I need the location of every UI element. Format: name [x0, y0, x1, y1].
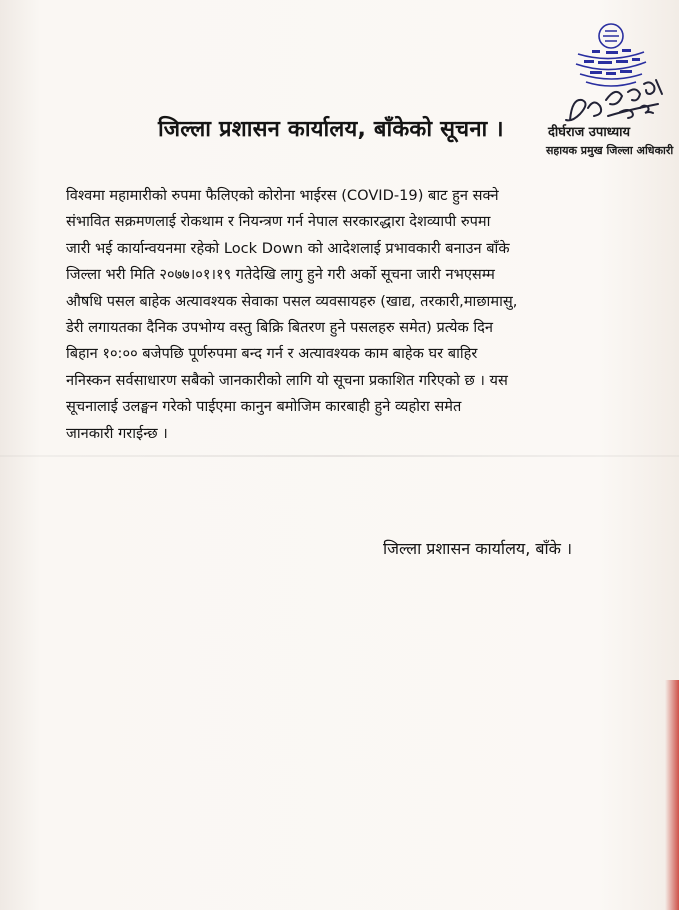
body-line: औषधि पसल बाहेक अत्यावश्यक सेवाका पसल व्यवसायहरु (खाद्य, तरकारी,माछामासु, — [66, 292, 518, 310]
body-line: जानकारी गराईन्छ । — [66, 424, 168, 442]
red-edge — [665, 680, 679, 910]
notice-title: जिल्ला प्रशासन कार्यालय, बाँकेको सूचना । — [158, 117, 504, 142]
paper-fold — [0, 455, 679, 457]
body-line: विश्वमा महामारीको रुपमा फैलिएको कोरोना भाईरस (COVID-19) बाट हुन सक्ने — [66, 187, 499, 204]
body-line: बिहान १०:०० बजेपछि पूर्णरुपमा बन्द गर्न र अत्यावश्यक काम बाहेक घर बाहिर — [66, 345, 478, 363]
body-line: सूचनालाई उलङ्घन गरेको पाईएमा कानुन बमोजिम कारबाही हुने व्यहोरा समेत — [66, 398, 462, 416]
body-line: जारी भई कार्यान्वयनमा रहेको Lock Down को आदेशलाई प्रभावकारी बनाउन बाँके — [66, 239, 510, 257]
signatory-designation: सहायक प्रमुख जिल्ला अधिकारी — [546, 144, 674, 157]
signatory-name: दीर्घराज उपाध्याय — [548, 125, 631, 140]
body-line: डेरी लगायतका दैनिक उपभोग्य वस्तु बिक्रि बितरण हुने पसलहरु समेत) प्रत्येक दिन — [66, 319, 493, 337]
issuing-office: जिल्ला प्रशासन कार्यालय, बाँके । — [383, 539, 573, 558]
notice-body — [66, 183, 634, 447]
body-line: संभावित सक्रमणलाई रोकथाम र नियन्त्रण गर्न नेपाल सरकारद्धारा देशव्यापी रुपमा — [66, 213, 491, 231]
body-line: ननिस्कन सर्वसाधारण सबैको जानकारीको लागि यो सूचना प्रकाशित गरिएको छ । यस — [66, 371, 508, 389]
body-line: जिल्ला भरी मिति २०७७।०१।१९ गतेदेखि लागु हुने गरी अर्को सूचना जारी नभएसम्म — [66, 266, 495, 284]
